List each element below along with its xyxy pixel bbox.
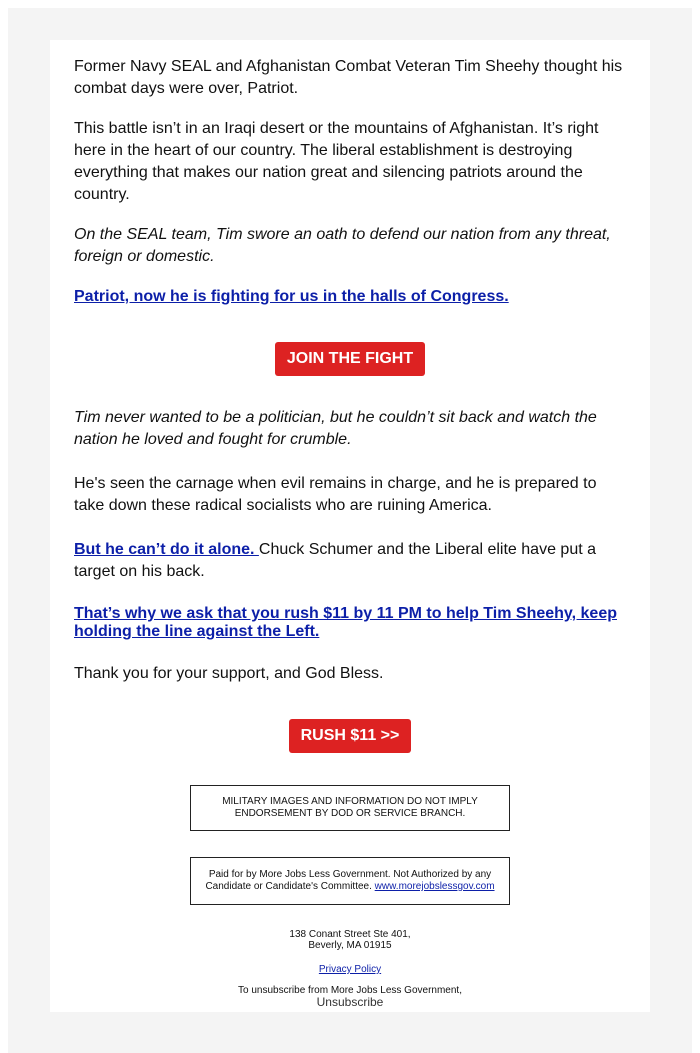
- email-background: [8, 8, 692, 1053]
- intro-paragraph: Former Navy SEAL and Afghanistan Combat Veteran Tim Sheehy thought his combat days were over, Patriot.: [74, 58, 623, 97]
- oath-paragraph: On the SEAL team, Tim swore an oath to defend our nation from any threat, foreign or domestic.: [74, 226, 611, 265]
- thanks-paragraph: Thank you for your support, and God Bless.: [74, 665, 384, 682]
- unsubscribe-text: To unsubscribe from More Jobs Less Government,: [238, 985, 462, 996]
- alone-link[interactable]: But he can’t do it alone.: [74, 541, 259, 558]
- website-link[interactable]: www.morejobslessgov.com: [374, 881, 495, 892]
- politician-paragraph: Tim never wanted to be a politician, but he couldn’t sit back and watch the nation he loved and fought for crumble.: [74, 409, 597, 448]
- email-content: [50, 40, 650, 1009]
- paid-for-disclaimer-box: [190, 857, 510, 905]
- rush-11-button[interactable]: RUSH $11 >>: [289, 719, 412, 753]
- carnage-paragraph: He's seen the carnage when evil remains in charge, and he is prepared to take down these radical socialists who are ruining America.: [74, 475, 597, 514]
- email-card: [50, 40, 650, 1012]
- unsubscribe-link[interactable]: Unsubscribe: [316, 995, 384, 1009]
- alone-paragraph: [74, 539, 626, 583]
- rush-link[interactable]: That’s why we ask that you rush $11 by 11 PM to help Tim Sheehy, keep holding the line against the Left.: [74, 605, 617, 640]
- address-line-1: 138 Conant Street Ste 401,: [289, 929, 411, 940]
- privacy-block: [74, 964, 626, 975]
- join-the-fight-button[interactable]: JOIN THE FIGHT: [275, 342, 425, 376]
- alone-paragraph-text: Chuck Schumer and the Liberal elite have put a target on his back.: [74, 541, 596, 580]
- rush-button-wrap: [74, 719, 626, 753]
- military-disclaimer-box: MILITARY IMAGES AND INFORMATION DO NOT IMPLY ENDORSEMENT BY DOD OR SERVICE BRANCH.: [190, 785, 510, 831]
- rush-paragraph: [74, 605, 626, 641]
- battle-paragraph: This battle isn’t in an Iraqi desert or the mountains of Afghanistan. It’s right here in the heart of our country. The liberal establishment is destroying everything that makes our nation great and silencing patriots around the country.: [74, 120, 599, 203]
- congress-link[interactable]: Patriot, now he is fighting for us in the halls of Congress.: [74, 288, 509, 305]
- join-button-wrap: [74, 342, 626, 376]
- address-line-2: Beverly, MA 01915: [308, 940, 392, 951]
- privacy-policy-link[interactable]: Privacy Policy: [318, 964, 382, 975]
- paid-for-text: Paid for by More Jobs Less Government. Not Authorized by any Candidate or Candidate's Committee.: [205, 869, 492, 892]
- address-block: [74, 929, 626, 951]
- congress-paragraph: [74, 286, 626, 308]
